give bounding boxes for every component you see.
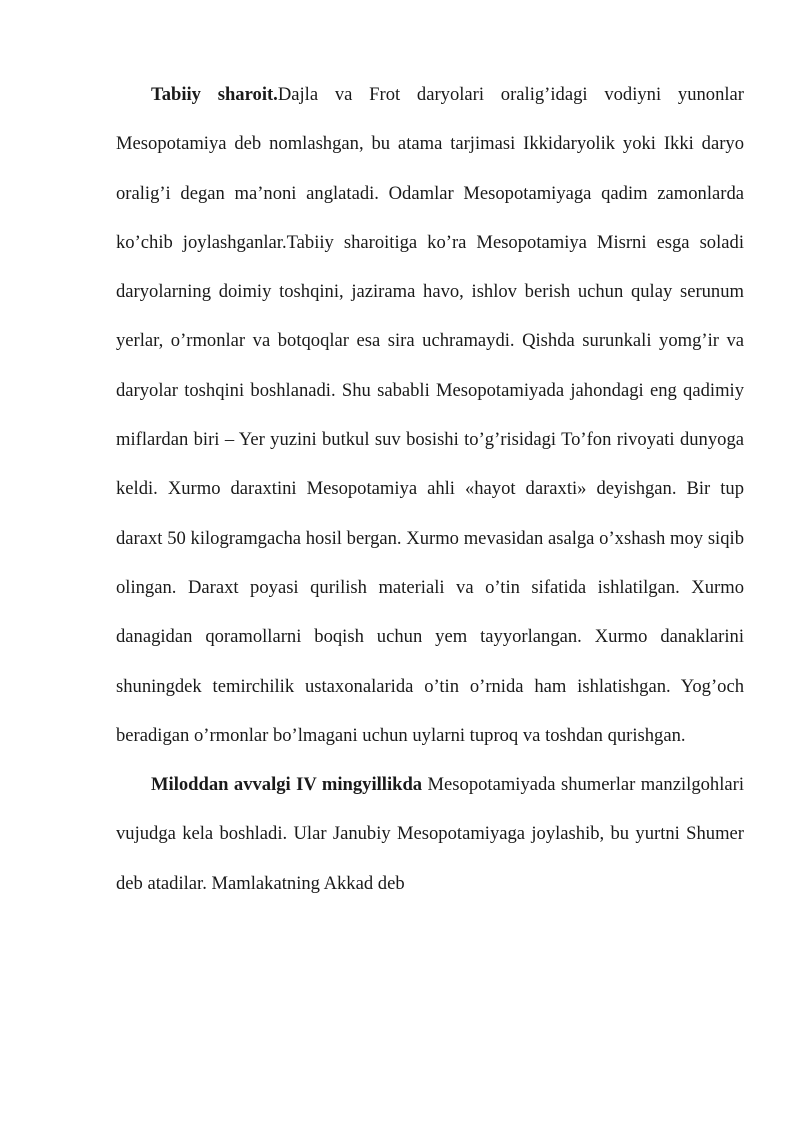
- paragraph-heading: Miloddan avvalgi IV mingyillikda: [151, 774, 423, 796]
- paragraph-text: Mesopotamiyada shumerlar manzilgohlari vujudga kela boshladi. Ular Janubiy Mesopotamiyaga joylashib, bu yurtni Shumer deb atadilar. Mamlakatning Akkad deb: [116, 774, 744, 894]
- paragraph-text: Dajla va Frot daryolari oralig’idagi vodiyni yunonlar Mesopotamiya deb nomlashgan, bu atama tarjimasi Ikkidaryolik yoki Ikki daryo oralig’i degan ma’noni anglatadi. Odamlar Mesopotamiyaga qadim zamonlarda ko’chib joylashganlar.Tabiiy sharoitiga ko’ra Mesopotamiya Misrni esga soladi daryolarning doimiy toshqini, jazirama havo, ishlov berish uchun qulay serunum yerlar, o’rmonlar va botqoqlar esa sira uchramaydi. Qishda surunkali yomg’ir va daryolar toshqini boshlanadi. Shu sababli Mesopotamiyada jahondagi eng qadimiy miflardan biri – Yer yuzini butkul suv bosishi to’g’risidagi To’fon rivoyati dunyoga keldi. Xurmo daraxtini Mesopotamiya ahli «hayot daraxti» deyishgan. Bir tup daraxt 50 kilogramgacha hosil bergan. Xurmo mevasidan asalga o’xshash moy siqib olingan. Daraxt poyasi qurilish materiali va o’tin sifatida ishlatilgan. Xurmo danagidan qoramollarni boqish uchun yem tayyorlangan. Xurmo danaklarini shuningdek temirchilik ustaxonalarida o’tin o’rnida ham ishlatishgan. Yog’och beradigan o’rmonlar bo’lmagani uchun uylarni tuproq va toshdan qurishgan.: [116, 84, 744, 746]
- paragraph-heading: Tabiiy sharoit.: [151, 84, 278, 105]
- paragraph-natural-conditions: [116, 70, 744, 760]
- document-page: [116, 70, 744, 908]
- paragraph-fourth-millennium: [116, 760, 744, 908]
